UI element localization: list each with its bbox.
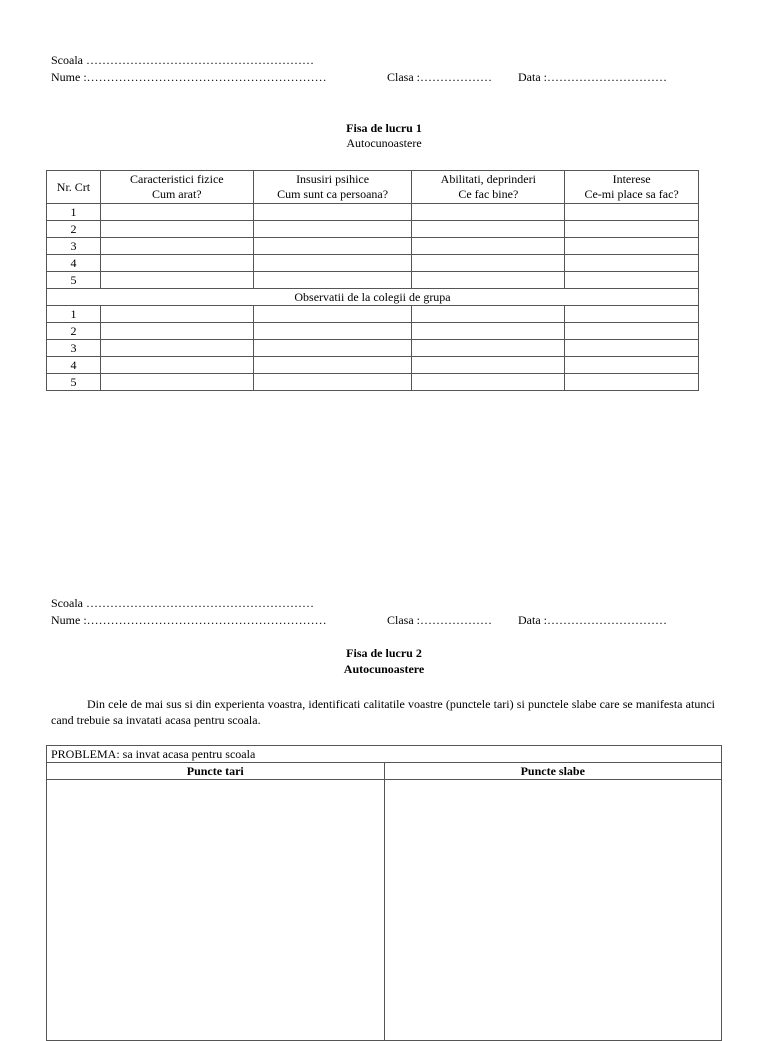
instructions-paragraph: Din cele de mai sus si din experienta voastra, identificati calitatile voastre (punctele tari) si punctele slabe care se manifesta atunci cand trebuie sa invatati acasa pentru scoala.	[51, 697, 715, 727]
table-cell[interactable]	[565, 340, 699, 357]
table-cell[interactable]	[412, 357, 565, 374]
table-row	[47, 374, 699, 391]
worksheet-subtitle: Autocunoastere	[343, 662, 425, 676]
table-cell[interactable]	[253, 340, 412, 357]
table-cell[interactable]	[412, 306, 565, 323]
table-row	[47, 272, 699, 289]
table-cell[interactable]	[100, 204, 253, 221]
table-row	[47, 340, 699, 357]
table-cell[interactable]	[412, 221, 565, 238]
table-cell[interactable]	[253, 323, 412, 340]
header-psychic: Insusiri psihice Cum sunt ca persoana?	[253, 171, 412, 204]
table-cell[interactable]	[253, 255, 412, 272]
table-cell[interactable]	[100, 374, 253, 391]
table-cell[interactable]	[565, 272, 699, 289]
row-number: 4	[47, 255, 101, 272]
table-row	[47, 204, 699, 221]
row-number: 1	[47, 306, 101, 323]
worksheet-title: Fisa de lucru 1	[346, 121, 422, 135]
table-cell[interactable]	[412, 204, 565, 221]
table-cell[interactable]	[253, 221, 412, 238]
school-line: Scoala …………………………………………………	[51, 53, 314, 67]
table-row	[47, 357, 699, 374]
row-number: 3	[47, 340, 101, 357]
problem-label: PROBLEMA: sa invat acasa pentru scoala	[47, 746, 722, 763]
table-row	[47, 221, 699, 238]
table-cell[interactable]	[100, 272, 253, 289]
table-cell[interactable]	[100, 255, 253, 272]
problem-row	[47, 746, 722, 763]
table-cell[interactable]	[253, 357, 412, 374]
table-cell[interactable]	[253, 238, 412, 255]
table-cell[interactable]	[412, 374, 565, 391]
table-cell[interactable]	[565, 221, 699, 238]
table-row	[47, 238, 699, 255]
weak-points-area[interactable]	[384, 780, 722, 1041]
columns-header-row	[47, 763, 722, 780]
table-cell[interactable]	[412, 323, 565, 340]
row-number: 5	[47, 272, 101, 289]
header-interests: Interese Ce-mi place sa fac?	[565, 171, 699, 204]
date-line: Data :…………………………	[518, 613, 667, 627]
header-weak-points: Puncte slabe	[384, 763, 722, 780]
row-number: 1	[47, 204, 101, 221]
section-label: Observatii de la colegii de grupa	[47, 289, 699, 306]
table-cell[interactable]	[253, 374, 412, 391]
table-cell[interactable]	[412, 272, 565, 289]
table-cell[interactable]	[412, 340, 565, 357]
name-line: Nume :……………………………………………………	[51, 70, 327, 84]
header-strong-points: Puncte tari	[47, 763, 385, 780]
table-cell[interactable]	[100, 306, 253, 323]
table-cell[interactable]	[100, 357, 253, 374]
class-line: Clasa :………………	[387, 613, 492, 627]
row-number: 4	[47, 357, 101, 374]
header-abilities: Abilitati, deprinderi Ce fac bine?	[412, 171, 565, 204]
table-cell[interactable]	[565, 306, 699, 323]
table-cell[interactable]	[100, 238, 253, 255]
table-cell[interactable]	[565, 357, 699, 374]
section-row	[47, 289, 699, 306]
name-line: Nume :……………………………………………………	[51, 613, 327, 627]
school-line: Scoala …………………………………………………	[51, 596, 314, 610]
row-number: 3	[47, 238, 101, 255]
table-cell[interactable]	[253, 204, 412, 221]
table-cell[interactable]	[100, 340, 253, 357]
table-cell[interactable]	[100, 221, 253, 238]
strong-points-area[interactable]	[47, 780, 385, 1041]
worksheet-subtitle: Autocunoastere	[346, 136, 422, 150]
table-cell[interactable]	[253, 306, 412, 323]
row-number: 2	[47, 221, 101, 238]
row-number: 5	[47, 374, 101, 391]
table-row	[47, 306, 699, 323]
table-cell[interactable]	[565, 204, 699, 221]
strengths-weaknesses-table	[46, 745, 722, 1041]
date-line: Data :…………………………	[518, 70, 667, 84]
table-row	[47, 323, 699, 340]
table-cell[interactable]	[412, 255, 565, 272]
answer-row	[47, 780, 722, 1041]
table-cell[interactable]	[565, 255, 699, 272]
table-header-row	[47, 171, 699, 204]
header-physical: Caracteristici fizice Cum arat?	[100, 171, 253, 204]
table-cell[interactable]	[253, 272, 412, 289]
table-cell[interactable]	[565, 323, 699, 340]
table-row	[47, 255, 699, 272]
self-knowledge-table	[46, 170, 699, 391]
worksheet-title: Fisa de lucru 2	[346, 646, 422, 660]
table-cell[interactable]	[412, 238, 565, 255]
header-nr-crt: Nr. Crt	[47, 171, 101, 204]
row-number: 2	[47, 323, 101, 340]
table-cell[interactable]	[565, 374, 699, 391]
table-cell[interactable]	[565, 238, 699, 255]
class-line: Clasa :………………	[387, 70, 492, 84]
table-cell[interactable]	[100, 323, 253, 340]
